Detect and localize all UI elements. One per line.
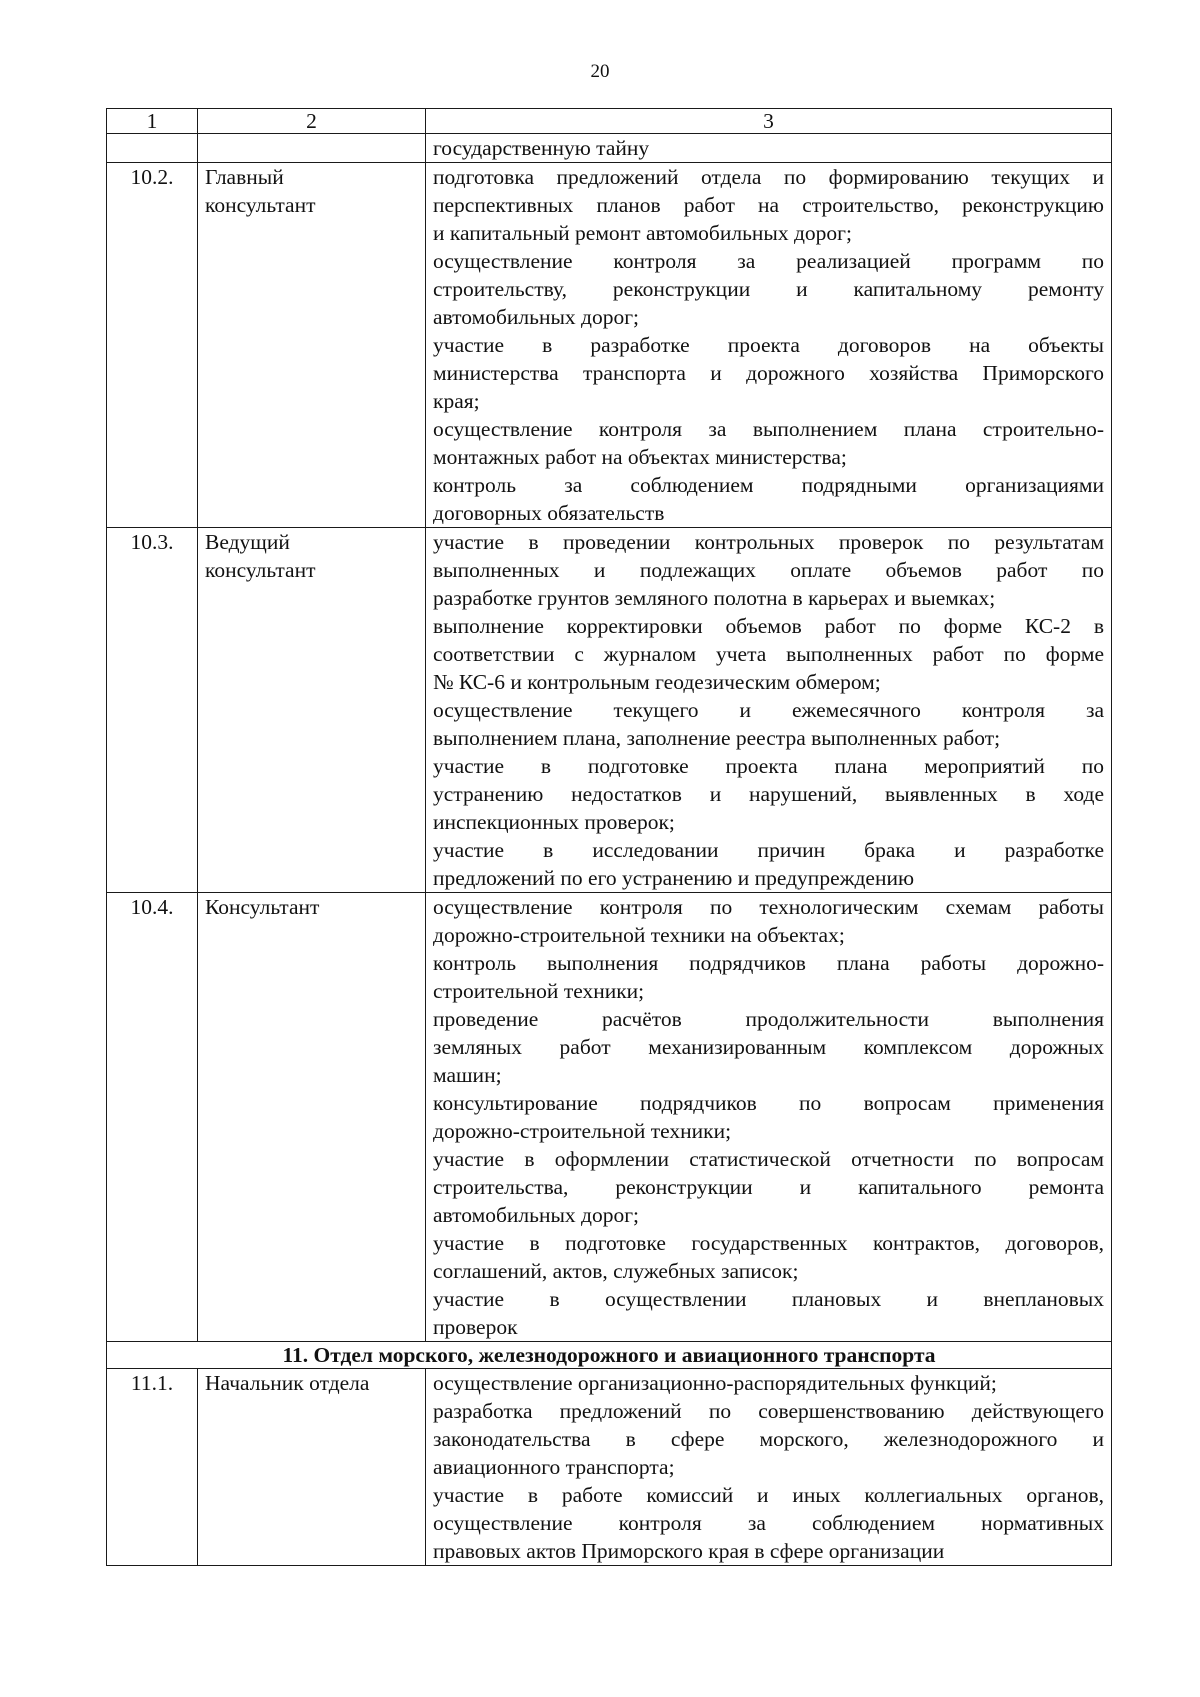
duty-line: соглашений, актов, служебных записок; [433, 1259, 799, 1283]
row-number: 10.2. [107, 163, 198, 528]
section-title: 11. Отдел морского, железнодорожного и авиационного транспорта [107, 1342, 1112, 1369]
duty-line: автомобильных дорог; [433, 305, 640, 329]
duty-line: участие в подготовке государственных контрактов, договоров, [433, 1231, 1104, 1255]
row-duties [426, 134, 1112, 163]
duty-line: правовых актов Приморского края в сфере организации [433, 1539, 945, 1563]
duty-line: предложений по его устранению и предупреждению [433, 866, 915, 890]
duty-line: участие в осуществлении плановых и внеплановых [433, 1287, 1104, 1311]
duty-line: проверок [433, 1315, 518, 1339]
page-number: 20 [590, 61, 610, 82]
header-col-3: 3 [426, 109, 1112, 134]
table-row [107, 528, 1112, 893]
duty-line: выполненных и подлежащих оплате объемов работ по [433, 558, 1104, 582]
duty-line: контроль за соблюдением подрядными организациями [433, 473, 1104, 497]
duty-line: дорожно-строительной техники на объектах; [433, 923, 845, 947]
table-row [107, 163, 1112, 528]
duty-line: осуществление контроля по технологическим схемам работы [433, 895, 1104, 919]
row-number: 10.3. [107, 528, 198, 893]
position-line: консультант [205, 558, 316, 582]
duty-line: и капитальный ремонт автомобильных дорог; [433, 221, 852, 245]
section-header-row [107, 1342, 1112, 1369]
row-duties [426, 893, 1112, 1342]
duty-line: государственную тайну [433, 136, 650, 160]
duty-line: машин; [433, 1063, 502, 1087]
duty-line: министерства транспорта и дорожного хозяйства Приморского [433, 361, 1104, 385]
row-position [198, 134, 426, 163]
header-col-2: 2 [198, 109, 426, 134]
row-duties [426, 163, 1112, 528]
header-col-1: 1 [107, 109, 198, 134]
duty-line: участие в оформлении статистической отчетности по вопросам [433, 1147, 1104, 1171]
duty-line: контроль выполнения подрядчиков плана работы дорожно- [433, 951, 1104, 975]
duties-table-body [107, 109, 1112, 1566]
duty-line: авиационного транспорта; [433, 1455, 675, 1479]
table-row [107, 893, 1112, 1342]
position-line: консультант [205, 193, 316, 217]
duty-line: края; [433, 389, 480, 413]
duty-line: перспективных планов работ на строительство, реконструкцию [433, 193, 1104, 217]
duty-line: подготовка предложений отдела по формированию текущих и [433, 165, 1104, 189]
row-duties [426, 528, 1112, 893]
duty-line: законодательства в сфере морского, железнодорожного и [433, 1427, 1104, 1451]
row-position [198, 163, 426, 528]
duty-line: участие в подготовке проекта плана мероприятий по [433, 754, 1104, 778]
duty-line: участие в исследовании причин брака и разработке [433, 838, 1104, 862]
row-number: 11.1. [107, 1369, 198, 1566]
row-number [107, 134, 198, 163]
duty-line: автомобильных дорог; [433, 1203, 640, 1227]
duty-line: участие в работе комиссий и иных коллегиальных органов, [433, 1483, 1104, 1507]
duty-line: выполнение корректировки объемов работ по форме КС-2 в [433, 614, 1104, 638]
duty-line: разработка предложений по совершенствованию действующего [433, 1399, 1104, 1423]
duty-line: выполнением плана, заполнение реестра выполненных работ; [433, 726, 1001, 750]
duty-line: осуществление контроля за выполнением плана строительно- [433, 417, 1104, 441]
duty-line: осуществление организационно-распорядительных функций; [433, 1371, 997, 1395]
row-number: 10.4. [107, 893, 198, 1342]
position-line: Начальник отдела [205, 1371, 370, 1395]
table-header-row [107, 109, 1112, 134]
row-position [198, 1369, 426, 1566]
duty-line: проведение расчётов продолжительности выполнения [433, 1007, 1104, 1031]
duty-line: консультирование подрядчиков по вопросам применения [433, 1091, 1104, 1115]
position-line: Ведущий [205, 530, 290, 554]
duty-line: разработке грунтов земляного полотна в карьерах и выемках; [433, 586, 996, 610]
duty-line: строительству, реконструкции и капитальному ремонту [433, 277, 1104, 301]
continuation-row [107, 134, 1112, 163]
table-row [107, 1369, 1112, 1566]
duty-line: соответствии с журналом учета выполненных работ по форме [433, 642, 1104, 666]
duty-line: дорожно-строительной техники; [433, 1119, 732, 1143]
row-position [198, 893, 426, 1342]
duty-line: участие в разработке проекта договоров на объекты [433, 333, 1104, 357]
row-position [198, 528, 426, 893]
duty-line: строительства, реконструкции и капитального ремонта [433, 1175, 1104, 1199]
duty-line: осуществление контроля за соблюдением нормативных [433, 1511, 1104, 1535]
position-line: Консультант [205, 895, 320, 919]
duty-line: земляных работ механизированным комплексом дорожных [433, 1035, 1104, 1059]
duty-line: инспекционных проверок; [433, 810, 675, 834]
duty-line: осуществление контроля за реализацией программ по [433, 249, 1104, 273]
duty-line: осуществление текущего и ежемесячного контроля за [433, 698, 1104, 722]
duty-line: участие в проведении контрольных проверок по результатам [433, 530, 1104, 554]
duty-line: № КС-6 и контрольным геодезическим обмером; [433, 670, 881, 694]
duty-line: устранению недостатков и нарушений, выявленных в ходе [433, 782, 1104, 806]
position-line: Главный [205, 165, 284, 189]
duty-line: договорных обязательств [433, 501, 665, 525]
duty-line: монтажных работ на объектах министерства; [433, 445, 847, 469]
duties-table [106, 108, 1112, 1566]
duty-line: строительной техники; [433, 979, 645, 1003]
row-duties [426, 1369, 1112, 1566]
